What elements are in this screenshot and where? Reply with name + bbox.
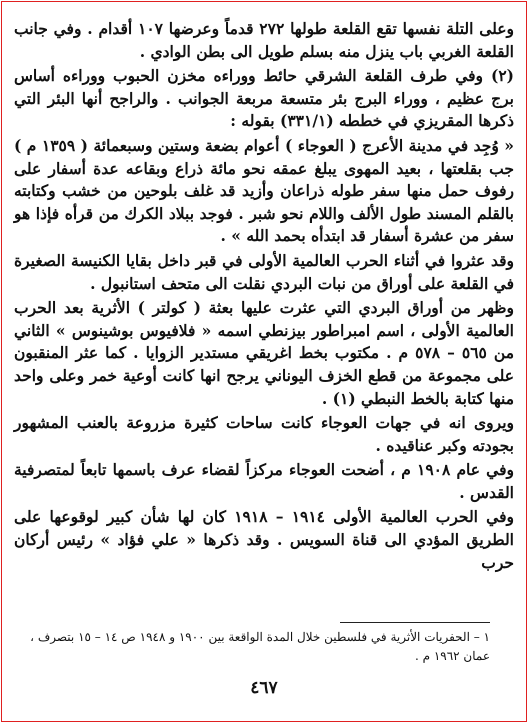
paragraph-4: وقد عثروا في أثناء الحرب العالمية الأولى في قبر داخل بقايا الكنيسة الصغيرة في القلعة على أوراق من نبات البردي نقلت الى متحف استانبول . (14, 250, 514, 293)
footnote: ١ – الحفريات الأثرية في فلسطين خلال المدة الواقعة بين ١٩٠٠ و ١٩٤٨ ص ١٤ – ١٥ بتصرف ، عمان ١٩٦٢ م . (30, 630, 490, 663)
paragraph-3-quote: « وُجِد في مدينة الأعرج ( العوجاء ) أعوام بضعة وستين وسبعمائة ( ١٣٥٩ م ) جب بقلعتها ، بعيد المهوى يبلغ عمقه نحو مائة ذراع وبقاعه عدة أسفار على رفوف حمل منها سفر طوله ذراعان وأزيد قد غلف بلوحين من خشب وكتابته بالقلم المسند طول الألف واللام نحو شبر . فوجد ببلاد الكرك من قرأه فإذا هو سفر من عشرة أسفار قد ابتدأه بحمد الله » . (14, 135, 514, 246)
paragraph-5: وظهر من أوراق البردي التي عثرت عليها بعثة ( كولتر ) الأثرية بعد الحرب العالمية الأولى ، اسم امبراطور بيزنطي اسمه « فلافيوس بوشينوس » الثاني من ٥٦٥ – ٥٧٨ م . مكتوب بخط اغريقي مستدير الزوايا . كما عثر المنقبون على مجموعة من قطع الخزف اليوناني يرجح انها كانت أوعية خمر وعلى واحد منها كتابة بالخط النبطي (١) . (14, 298, 515, 408)
paragraph-6: ويروى انه في جهات العوجاء كانت ساحات كثيرة مزروعة بالعنب المشهور بجودته وكبر عناقيده . (14, 413, 514, 455)
document-page (14, 18, 514, 708)
body-text (14, 18, 514, 574)
paragraph-2: (٢) وفي طرف القلعة الشرقي حائط ووراءه مخزن الحبوب ووراءه أساس برج عظيم ، ووراء البرج بئر متسعة مربعة الجوانب . والراجح أنها البئر التي ذكرها المقريزي في خططه (٣٣١/١) بقوله : (14, 66, 514, 131)
paragraph-7: وفي عام ١٩٠٨ م ، أضحت العوجاء مركزاً لقضاء عرف باسمها تابعاً لمتصرفية القدس . (14, 460, 514, 502)
page-number: ٤٦٧ (250, 678, 278, 698)
footnote-divider (340, 622, 490, 623)
paragraph-1: وعلى التلة نفسها تقع القلعة طولها ٢٧٢ قدماً وعرضها ١٠٧ أقدام . وفي جانب القلعة الغربي باب ينزل منه بسلم طويل الى بطن الوادي . (14, 19, 514, 61)
paragraph-8: وفي الحرب العالمية الأولى ١٩١٤ – ١٩١٨ كان لها شأن كبير لوقوعها على الطريق المؤدي الى قناة السويس . وقد ذكرها « علي فؤاد » رئيس أركان حرب (14, 507, 514, 572)
